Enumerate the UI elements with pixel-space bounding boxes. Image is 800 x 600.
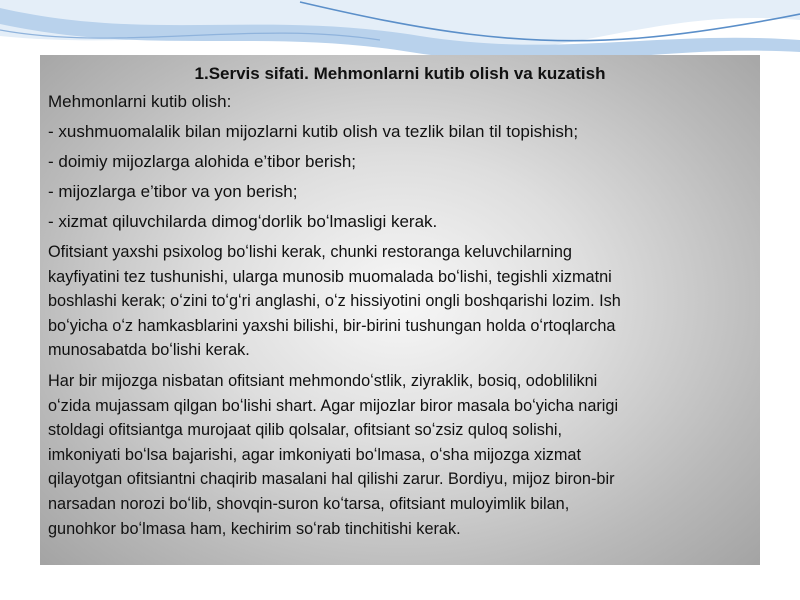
paragraph-waiter-psychology bbox=[48, 240, 752, 363]
bullet-item: - xushmuomalalik bilan mijozlarni kutib olish va tezlik bilan til topishish; bbox=[48, 122, 579, 141]
paragraph-line: boʻyicha oʻz hamkasblarini yaxshi bilishi, bir-birini tushungan holda oʻrtoqlarcha bbox=[48, 316, 616, 335]
content-box bbox=[40, 55, 760, 565]
slide-title: 1.Servis sifati. Mehmonlarni kutib olish va kuzatish bbox=[194, 64, 606, 83]
paragraph-line: boshlashi kerak; oʻzini toʻgʻri anglashi, oʻz hissiyotini ongli boshqarishi lozim. Ish bbox=[48, 292, 621, 311]
paragraph-line: Har bir mijozga nisbatan ofitsiant mehmondoʻstlik, ziyraklik, bosiq, odoblilikni bbox=[48, 371, 598, 390]
paragraph-line: imkoniyati boʻlsa bajarishi, agar imkoniyati boʻlmasa, oʻsha mijozga xizmat bbox=[48, 445, 581, 464]
paragraph-line: kayfiyatini tez tushunishi, ularga munosib muomalada boʻlishi, tegishli xizmatni bbox=[48, 267, 612, 286]
paragraph-line: oʻzida mujassam qilgan boʻlishi shart. Agar mijozlar biror masala boʻyicha narigi bbox=[48, 396, 619, 415]
bullet-item: - mijozlarga e’tibor va yon berish; bbox=[48, 182, 298, 201]
paragraph-hospitality bbox=[48, 369, 752, 541]
bullet-item: - doimiy mijozlarga alohida e’tibor berish; bbox=[48, 152, 357, 171]
paragraph-line: stoldagi ofitsiantga murojaat qilib qolsalar, ofitsiant soʻzsiz quloq solishi, bbox=[48, 421, 563, 440]
paragraph-line: qilayotgan ofitsiantni chaqirib masalani hal qilishi zarur. Bordiyu, mijoz biron-bir bbox=[48, 470, 615, 489]
intro-line: Mehmonlarni kutib olish: bbox=[48, 92, 232, 111]
paragraph-line: narsadan norozi boʻlib, shovqin-suron koʻtarsa, ofitsiant muloyimlik bilan, bbox=[48, 494, 570, 513]
bullet-item: - xizmat qiluvchilarda dimogʻdorlik boʻlmasligi kerak. bbox=[48, 212, 438, 231]
paragraph-line: munosabatda boʻlishi kerak. bbox=[48, 341, 250, 360]
paragraph-line: gunohkor boʻlmasa ham, kechirim soʻrab tinchitishi kerak. bbox=[48, 519, 461, 538]
paragraph-line: Ofitsiant yaxshi psixolog boʻlishi kerak, chunki restoranga keluvchilarning bbox=[48, 243, 572, 261]
